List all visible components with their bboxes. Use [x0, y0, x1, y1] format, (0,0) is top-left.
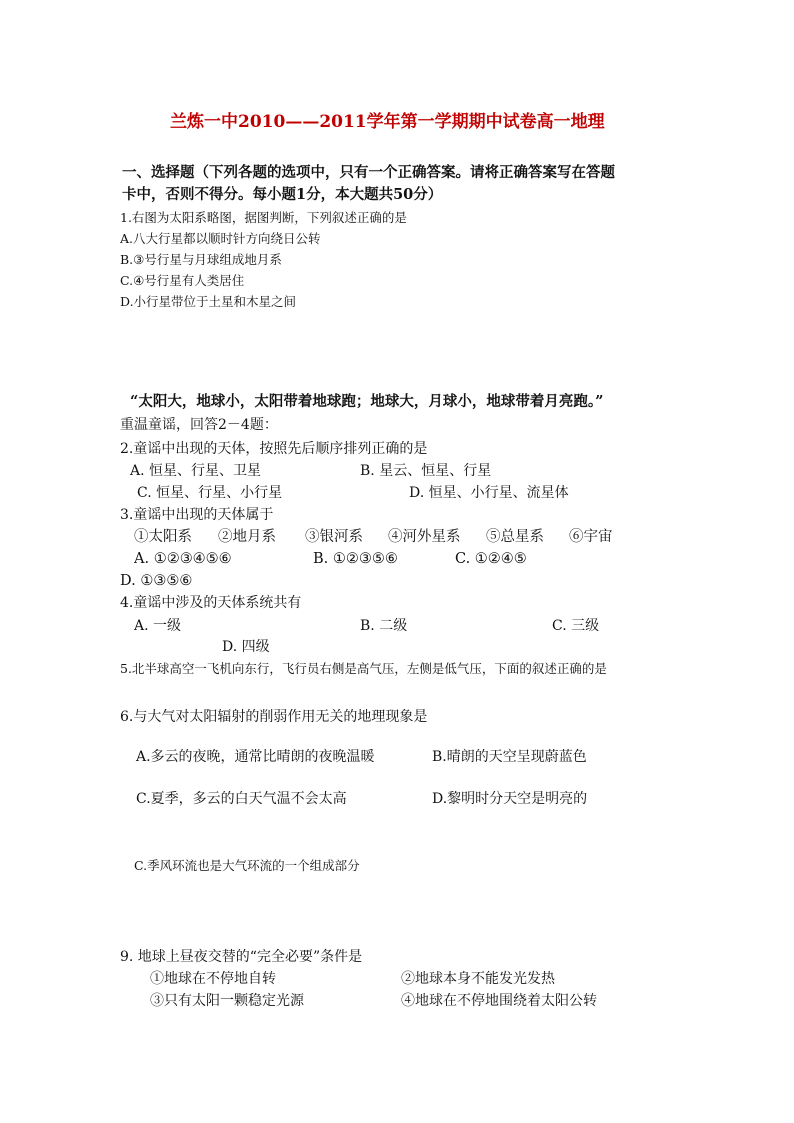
- q3-item-6: ⑥宇宙: [569, 529, 613, 545]
- q3-item-3: ③银河系: [305, 529, 363, 545]
- q3-item-4: ④河外星系: [388, 529, 461, 545]
- q4-option-b: B. 二级: [360, 618, 408, 634]
- q1-stem: 1.右图为太阳系略图，据图判断，下列叙述正确的是: [120, 210, 407, 225]
- q4-option-d: D. 四级: [222, 639, 270, 655]
- q9-stem: 9. 地球上昼夜交替的“完全必要”条件是: [120, 949, 363, 965]
- q2-option-d: D. 恒星、小行星、流星体: [409, 485, 569, 501]
- q1-option-d: D.小行星带位于土星和木星之间: [120, 294, 297, 309]
- page-title: 兰炼一中2010——2011学年第一学期期中试卷高一地理: [170, 112, 605, 132]
- q3-option-a: A. ①②③④⑤⑥: [134, 551, 232, 567]
- q2-option-a: A. 恒星、行星、卫星: [130, 463, 262, 479]
- q6-option-b: B.晴朗的天空呈现蔚蓝色: [432, 749, 587, 765]
- q4-stem: 4.童谣中涉及的天体系统共有: [120, 595, 302, 611]
- q4-option-c: C. 三级: [552, 618, 600, 634]
- q3-option-d: D. ①③⑤⑥: [120, 573, 193, 589]
- q3-item-1: ①太阳系: [134, 529, 192, 545]
- q1-option-a: A.八大行星都以顺时针方向绕日公转: [120, 231, 321, 246]
- q1-option-c: C.④号行星有人类居住: [120, 273, 245, 288]
- q3-item-5: ⑤总星系: [486, 529, 544, 545]
- q2-stem: 2.童谣中出现的天体，按照先后顺序排列正确的是: [120, 441, 428, 457]
- q3-option-b: B. ①②③⑤⑥: [313, 551, 398, 567]
- section-heading-line1: 一、选择题（下列各题的选项中，只有一个正确答案。请将正确答案写在答题: [122, 164, 615, 181]
- q3-stem: 3.童谣中出现的天体属于: [120, 507, 274, 523]
- rhyme-line1: “太阳大，地球小，太阳带着地球跑；地球大，月球小，地球带着月亮跑。”: [130, 393, 604, 410]
- q8-option-c: C.季风环流也是大气环流的一个组成部分: [134, 858, 360, 873]
- q6-option-a: A.多云的夜晚，通常比晴朗的夜晚温暖: [136, 749, 375, 765]
- q2-option-b: B. 星云、恒星、行星: [360, 463, 492, 479]
- rhyme-line2: 重温童谣，回答2－4题：: [120, 417, 278, 433]
- q6-option-c: C.夏季，多云的白天气温不会太高: [136, 791, 347, 807]
- q3-option-c: C. ①②④⑤: [455, 551, 527, 567]
- q9-option-2: ②地球本身不能发光发热: [401, 971, 555, 987]
- q9-option-4: ④地球在不停地围绕着太阳公转: [401, 993, 597, 1009]
- q5-stem: 5.北半球高空一飞机向东行，飞行员右侧是高气压，左侧是低气压，下面的叙述正确的是: [120, 661, 607, 676]
- q4-option-a: A. 一级: [134, 618, 182, 634]
- section-heading-line2: 卡中，否则不得分。每小题1分，本大题共50分）: [122, 186, 443, 203]
- q3-item-2: ②地月系: [218, 529, 276, 545]
- q6-stem: 6.与大气对太阳辐射的削弱作用无关的地理现象是: [120, 709, 428, 725]
- q1-option-b: B.③号行星与月球组成地月系: [120, 252, 282, 267]
- q2-option-c: C. 恒星、行星、小行星: [137, 485, 283, 501]
- q9-option-1: ①地球在不停地自转: [150, 971, 276, 987]
- q6-option-d: D.黎明时分天空是明亮的: [432, 791, 588, 807]
- q9-option-3: ③只有太阳一颗稳定光源: [150, 993, 304, 1009]
